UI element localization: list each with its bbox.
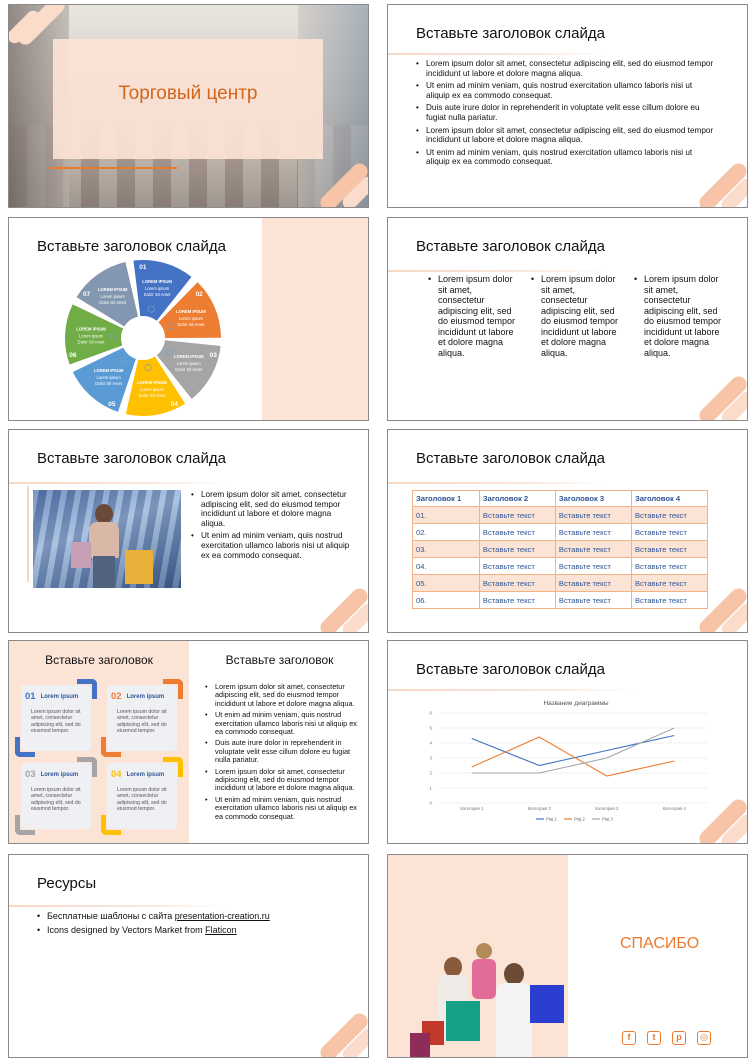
facebook-icon[interactable]: f [622,1031,636,1045]
x-tick-label: Категория 2 [527,806,551,811]
twitter-icon[interactable]: t [647,1031,661,1045]
bullet-item: • Ut enim ad minim veniam, quis nostrud exercitation ullamco laboris nisi ut aliquip ex ea commodo consequat. [205,711,357,736]
segment-text: Dolor Sit Amet [95,380,122,386]
x-tick-label: Категория 3 [595,806,619,811]
title-underline [388,482,608,484]
info-card [107,763,177,829]
slide-3[interactable] [8,217,369,421]
segment-title: LOREM IPSUM [173,353,204,359]
peach-panel [262,218,368,421]
resource-item: • Icons designed by Vectors Market from Flaticon [37,925,357,936]
title-underline [388,53,608,55]
segment-text: Dolor Sit Amet [77,339,105,345]
bullet-item: • Ut enim ad minim veniam, quis nostrud exercitation ullamco laboris nisi ut aliquip ex ea commodo consequat. [191,531,351,560]
social-icons [622,1031,711,1045]
slide-6[interactable] [387,429,748,633]
bullet-list [416,59,716,170]
column-text: • Lorem ipsum dolor sit amet, consectetur adipiscing elit, sed do eiusmod tempor incididunt ut labore et dolore magna aliqua. [531,274,619,358]
table-cell: Вставьте текст [555,507,631,524]
bullet-item: • Ut enim ad minim veniam, quis nostrud exercitation ullamco laboris nisi ut aliquip ex ea commodo consequat. [416,81,716,100]
card-header [25,691,78,702]
segment-title: LOREM IPSUM [97,286,128,292]
table-cell: Вставьте текст [631,524,707,541]
y-tick-label: 6 [429,710,432,716]
table-header-cell: Заголовок 3 [555,491,631,507]
segment-number: 07 [82,291,91,299]
table-cell: Вставьте текст [479,575,555,592]
table-row [413,592,708,609]
slide-title: Вставьте заголовок слайда [416,661,605,678]
segment-text: Dolor Sit Amet [99,299,127,305]
data-table [412,490,708,609]
bullet-item: • Lorem ipsum dolor sit amet, consectetur adipiscing elit, sed do eiusmod tempor incididunt ut labore et dolore magna aliqua. [416,59,716,78]
card-title: Lorem ipsum [126,772,165,778]
title-underline [9,905,229,907]
card-number: 04 [111,769,122,780]
y-tick-label: 3 [429,755,432,761]
card-corner [163,679,183,699]
table-cell: 02. [413,524,480,541]
table-cell: 06. [413,592,480,609]
segment-number: 01 [139,264,147,272]
resource-item: • Бесплатные шаблоны с сайта presentation-creation.ru [37,911,357,922]
table-cell: Вставьте текст [479,558,555,575]
segment-number: 05 [108,400,116,408]
card-title: Lorem ipsum [40,772,79,778]
segment-title: LOREM IPSUM [76,326,106,332]
instagram-icon[interactable]: ◎ [697,1031,711,1045]
table-header-row [413,491,708,507]
table-cell: Вставьте текст [479,541,555,558]
y-tick-label: 5 [429,725,432,731]
table-cell: Вставьте текст [555,558,631,575]
card-title: Lorem ipsum [126,694,165,700]
table-cell: Вставьте текст [555,541,631,558]
card-corner [77,679,97,699]
column-3 [634,274,722,361]
card-corner [15,815,35,835]
legend-label: Ряд 2 [574,816,585,822]
bullet-item: • Ut enim ad minim veniam, quis nostrud exercitation ullamco laboris nisi ut aliquip ex ea commodo consequat. [205,796,357,821]
info-card [21,763,91,829]
table-cell: Вставьте текст [631,575,707,592]
segment-title: LOREM IPSUM [137,380,167,386]
card-header [111,769,164,780]
info-card [107,685,177,751]
series-line [472,736,675,766]
slide-title: Вставьте заголовок слайда [416,25,605,42]
table-cell: 03. [413,541,480,558]
segment-text: Lorem ipsum [176,360,201,366]
table-row [413,524,708,541]
table-header-cell: Заголовок 1 [413,491,480,507]
table-row [413,558,708,575]
column-text: • Lorem ipsum dolor sit amet, consectetur adipiscing elit, sed do eiusmod tempor incididunt ut labore et dolore magna aliqua. [634,274,722,358]
segment-title: LOREM IPSUM [93,367,124,373]
card-title: Lorem ipsum [40,694,79,700]
table-header-cell: Заголовок 2 [479,491,555,507]
resources-list [37,911,357,939]
card-text: Lorem ipsum dolor sit amet, consectetur adipiscing elit, sed do eiusmod tempor. [117,709,167,734]
right-title: Вставьте заголовок [225,653,334,667]
title-underline [388,689,638,691]
segment-number: 04 [170,400,178,408]
table-cell: Вставьте текст [479,524,555,541]
bullet-item: • Lorem ipsum dolor sit amet, consectetur adipiscing elit, sed do eiusmod tempor incididunt ut labore et dolore magna aliqua. [416,126,716,145]
segment-title: LOREM IPSUM [176,308,206,314]
line-chart [408,693,728,823]
card-text: Lorem ipsum dolor sit amet, consectetur adipiscing elit, sed do eiusmod tempor. [31,787,81,812]
cycle-diagram [63,258,223,418]
flaticon-link[interactable]: Flaticon [205,925,237,935]
card-corner [77,757,97,777]
bullet-list [191,490,351,563]
slide-title: Вставьте заголовок слайда [416,450,605,467]
card-number: 03 [25,769,36,780]
table-header-cell: Заголовок 4 [631,491,707,507]
table-cell: Вставьте текст [631,558,707,575]
chart-title: Название диаграммы [543,700,609,707]
card-corner [163,757,183,777]
column-1 [428,274,516,361]
table-cell: 01. [413,507,480,524]
column-2 [531,274,619,361]
bullet-item: • Lorem ipsum dolor sit amet, consectetur adipiscing elit, sed do eiusmod tempor incididunt ut labore et dolore magna aliqua. [205,683,357,708]
table-cell: Вставьте текст [631,507,707,524]
column-text: • Lorem ipsum dolor sit amet, consectetur adipiscing elit, sed do eiusmod tempor incididunt ut labore et dolore magna aliqua. [428,274,516,358]
slide-title: Вставьте заголовок слайда [37,238,226,255]
card-number: 02 [111,691,122,702]
presentation-title: Торговый центр [118,83,258,104]
slide-5[interactable] [8,429,369,633]
segment-text: Lorem ipsum [96,374,121,380]
bullet-item: • Lorem ipsum dolor sit amet, consectetur adipiscing elit, sed do eiusmod tempor incididunt ut labore et dolore magna aliqua. [191,490,351,528]
segment-number: 03 [209,351,217,359]
card-text: Lorem ipsum dolor sit amet, consectetur adipiscing elit, sed do eiusmod tempor. [117,787,167,812]
table-cell: Вставьте текст [479,592,555,609]
table-cell: Вставьте текст [555,575,631,592]
segment-text: Lorem ipsum [78,333,104,339]
table-cell: Вставьте текст [555,592,631,609]
y-tick-label: 0 [429,800,432,806]
family-photo [404,941,574,1058]
segment-text: Dolor Sit Amet [177,321,205,327]
thanks-text: СПАСИБО [620,935,700,952]
presentation-creation-link[interactable]: presentation-creation.ru [174,911,270,921]
card-corner [15,737,35,757]
segment-text: Lorem ipsum [144,285,170,291]
bullet-list [205,683,357,824]
table-cell: Вставьте текст [479,507,555,524]
slide-title: Вставьте заголовок слайда [37,450,226,467]
slide-7[interactable] [8,640,369,844]
table-cell: Вставьте текст [631,592,707,609]
y-tick-label: 4 [429,740,432,746]
bullet-item: • Ut enim ad minim veniam, quis nostrud exercitation ullamco laboris nisi ut aliquip ex ea commodo consequat. [416,148,716,167]
slide-9[interactable] [8,854,369,1058]
segment-number: 02 [195,290,203,298]
card-header [111,691,164,702]
table-row [413,541,708,558]
slide-8[interactable] [387,640,748,844]
resources-title: Ресурсы [37,875,97,892]
left-title: Вставьте заголовок [45,653,153,667]
slide-10[interactable] [387,854,748,1058]
card-corner [101,815,121,835]
card-number: 01 [25,691,36,702]
card-text: Lorem ipsum dolor sit amet, consectetur adipiscing elit, sed do eiusmod tempor. [31,709,81,734]
x-tick-label: Категория 1 [460,806,484,811]
segment-number: 06 [69,352,77,360]
pinterest-icon[interactable]: p [672,1031,686,1045]
segment-title: LOREM IPSUM [142,278,172,284]
title-underline [388,270,608,272]
segment-text: Dolor Sit Amet [175,366,203,372]
table-cell: 05. [413,575,480,592]
cycle-hub [123,318,163,358]
title-underline [9,482,229,484]
bullet-item: • Duis aute irure dolor in reprehenderit in voluptate velit esse cillum dolore eu fugiat nulla pariatur. [416,103,716,122]
segment-text: Dolor Sit Amet [138,393,166,399]
card-corner [101,737,121,757]
slide-4[interactable] [387,217,748,421]
x-tick-label: Категория 4 [662,806,686,811]
table-cell: Вставьте текст [631,541,707,558]
segment-text: Dolor Sit Amet [143,291,171,297]
shopping-woman-photo [33,490,181,588]
table-cell: 04. [413,558,480,575]
table-row [413,575,708,592]
segment-text: Lorem ipsum [139,387,165,393]
card-header [25,769,78,780]
info-card [21,685,91,751]
table-row [413,507,708,524]
slide-2[interactable] [387,4,748,208]
table-cell: Вставьте текст [555,524,631,541]
legend-label: Ряд 1 [546,816,557,822]
legend-label: Ряд 3 [602,816,613,822]
slide-title: Вставьте заголовок слайда [416,238,605,255]
bullet-item: • Lorem ipsum dolor sit amet, consectetur adipiscing elit, sed do eiusmod tempor incididunt ut labore et dolore magna aliqua. [205,768,357,793]
segment-text: Lorem ipsum [178,315,204,321]
bullet-item: • Duis aute irure dolor in reprehenderit in voluptate velit esse cillum dolore eu fugiat nulla pariatur. [205,739,357,764]
y-tick-label: 2 [429,770,432,776]
title-box-line [49,167,177,169]
vertical-accent-line [27,486,29,582]
segment-text: Lorem ipsum [100,293,125,299]
y-tick-label: 1 [429,785,432,791]
slide-1[interactable] [8,4,369,208]
